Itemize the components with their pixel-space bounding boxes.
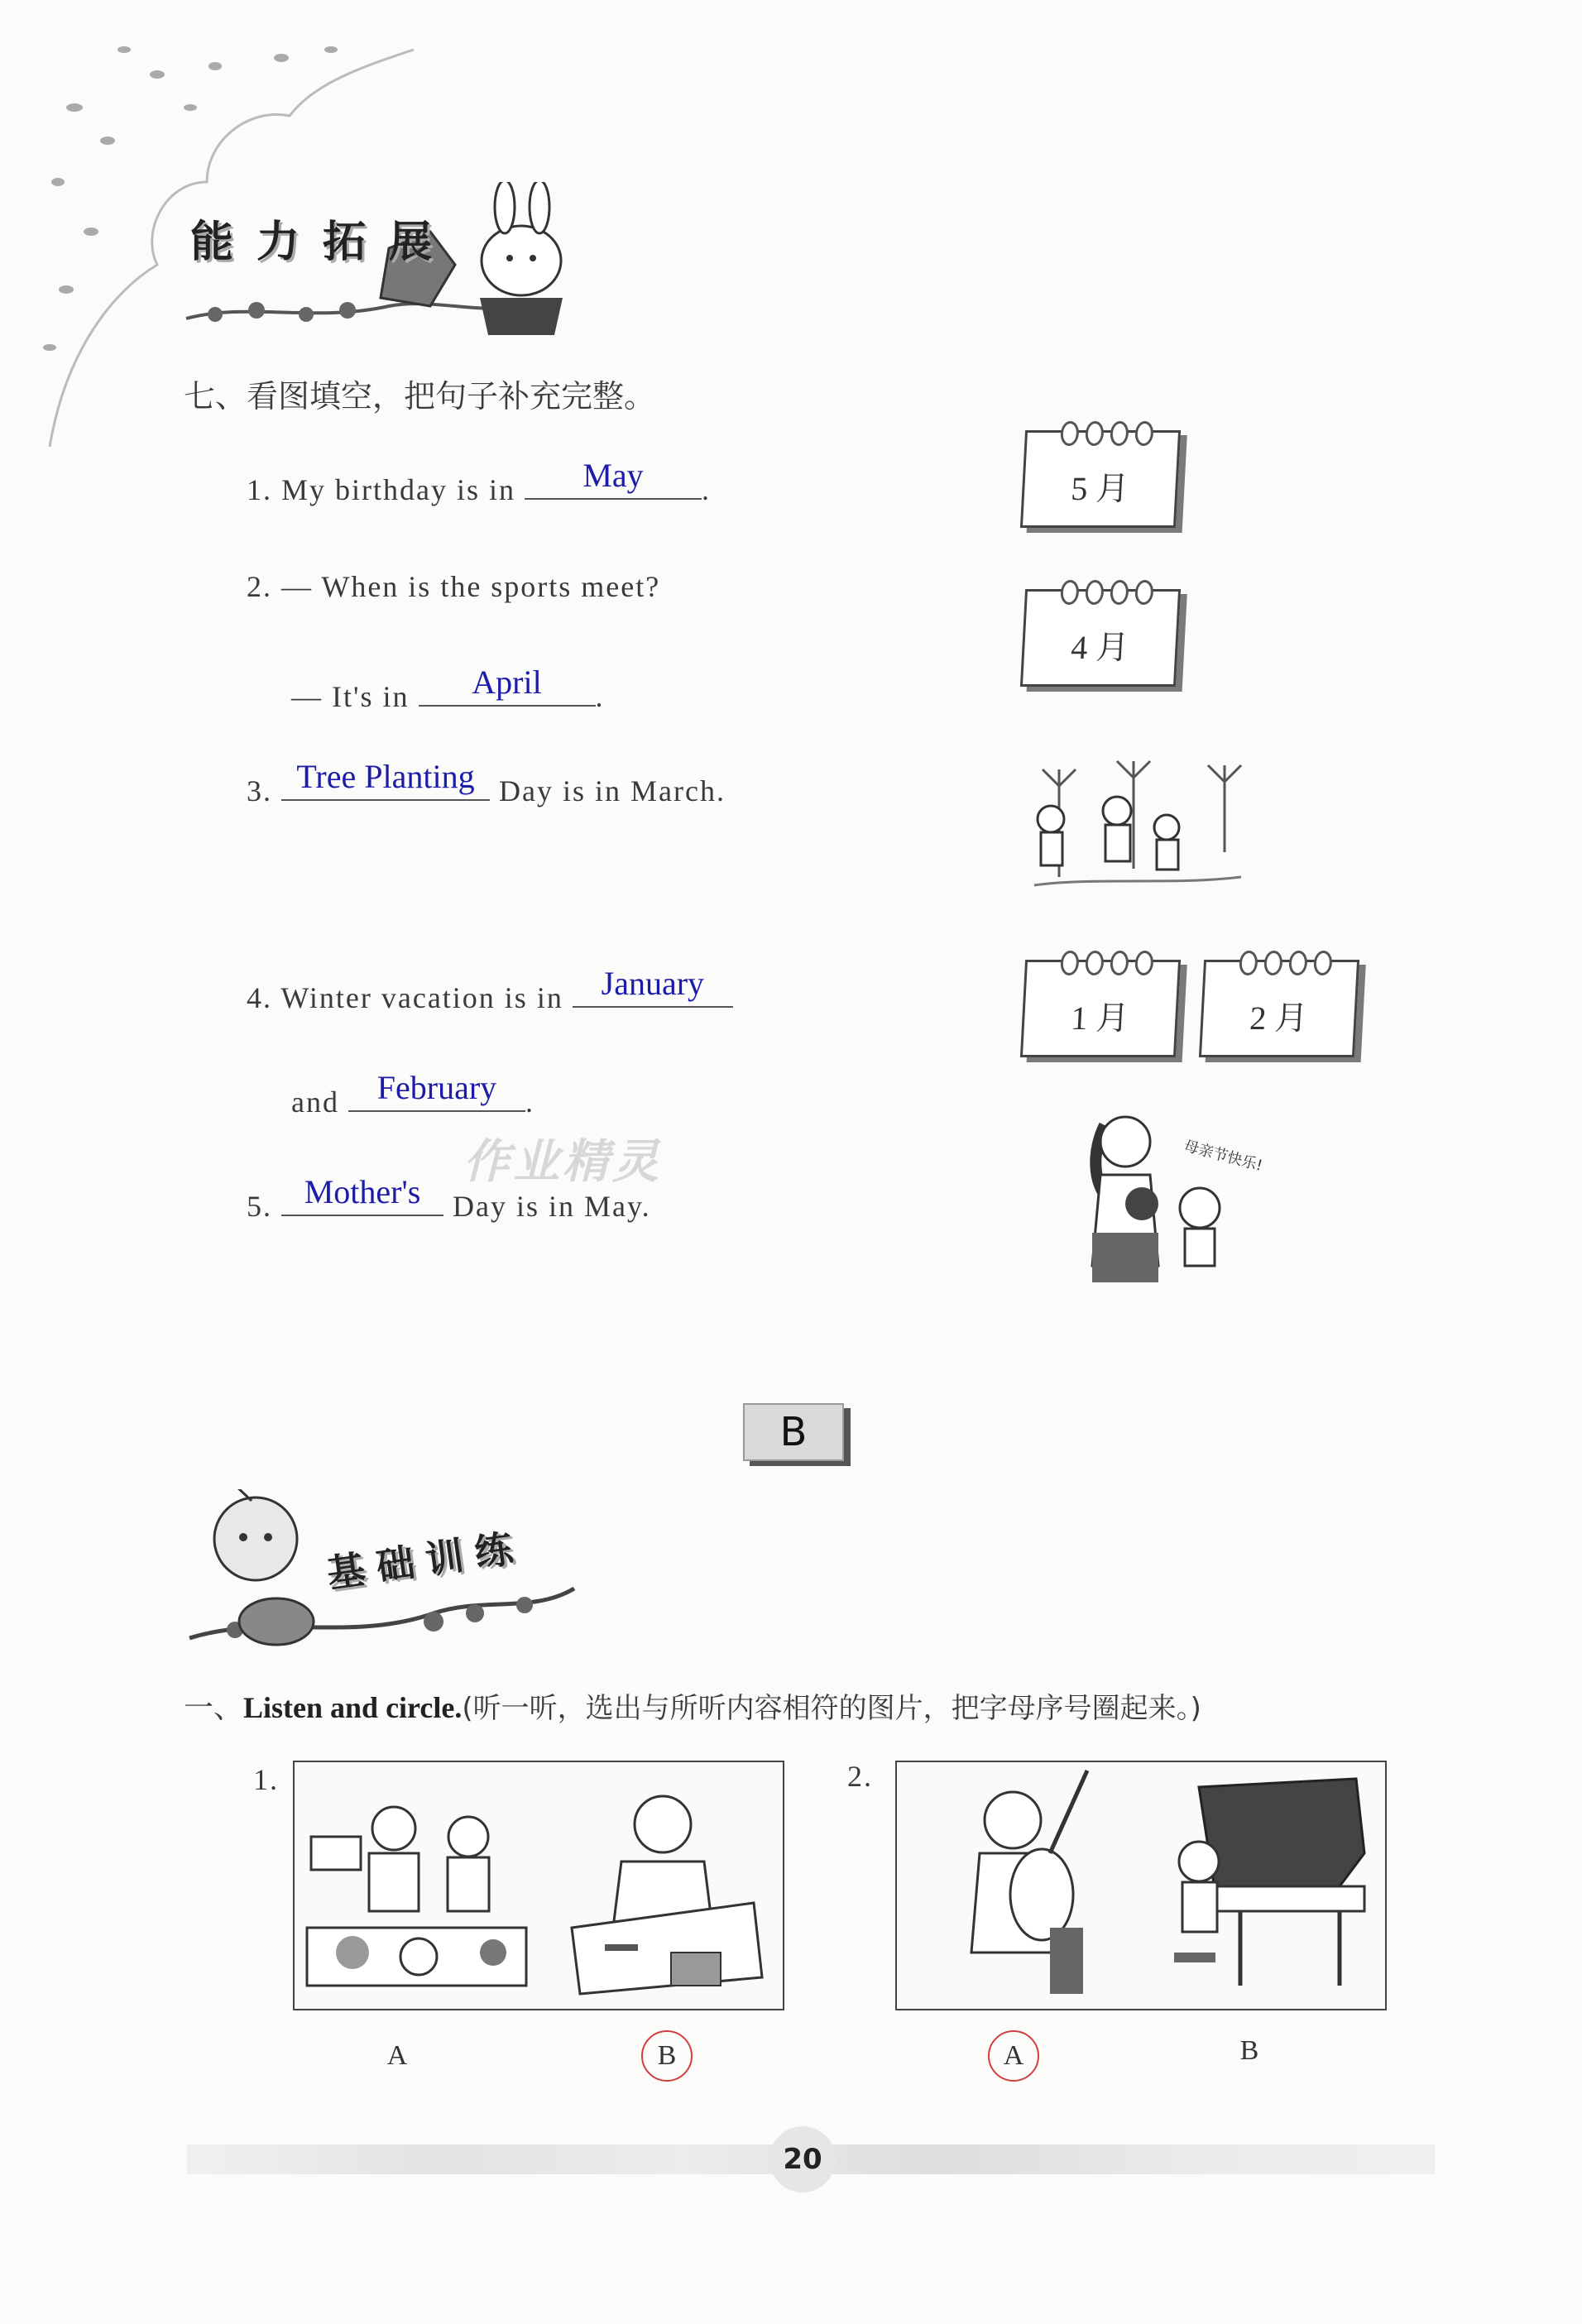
- punctuation: .: [595, 680, 605, 713]
- answer-text: Mother's: [304, 1173, 421, 1210]
- calendar-label: 2 月: [1249, 999, 1309, 1037]
- answer-text: January: [601, 965, 705, 1002]
- question-text: Winter vacation is in: [280, 981, 563, 1014]
- answer-text: Tree Planting: [296, 758, 475, 795]
- item-2-image-frame: [895, 1761, 1387, 2010]
- section-b-label: [743, 1403, 844, 1461]
- question-number: 2.: [247, 570, 272, 603]
- answer-blank-1[interactable]: [573, 965, 733, 1008]
- question-2: [247, 569, 660, 604]
- question-text: Day is in May.: [453, 1190, 651, 1223]
- reply-text: — It's in: [291, 680, 410, 713]
- basic-training-title: [185, 1489, 582, 1655]
- calendar-label: 1 月: [1070, 999, 1130, 1037]
- question-text: — When is the sports meet?: [281, 570, 661, 603]
- punctuation: .: [525, 1085, 535, 1119]
- item-1-label-a[interactable]: A: [386, 2040, 408, 2071]
- question-number: 3.: [247, 774, 272, 807]
- item-2-option-a-image[interactable]: [897, 1762, 1143, 2009]
- section-b-text: B: [779, 1409, 808, 1455]
- section-title-text: 能力拓展: [190, 218, 456, 267]
- question-4-cont: [291, 1069, 535, 1119]
- calendar-may-icon: [1020, 430, 1181, 528]
- cooking-children-icon: [295, 1762, 539, 2009]
- item-2-option-b-image[interactable]: [1141, 1762, 1385, 2009]
- item-1-label-b-circled[interactable]: B: [641, 2030, 693, 2082]
- tree-planting-image: [1026, 753, 1249, 894]
- question-number: 4.: [247, 981, 272, 1014]
- calendar-label: 5 月: [1070, 470, 1130, 507]
- item-2-number: 2.: [847, 1760, 873, 1793]
- instruction-prefix: 一、: [184, 1691, 244, 1725]
- watermark: 作业精灵: [463, 1135, 662, 1189]
- item-1-number: 1.: [253, 1763, 279, 1796]
- answer-blank[interactable]: [419, 664, 596, 707]
- calendar-january-icon: [1020, 960, 1181, 1057]
- answer-blank[interactable]: [281, 1173, 443, 1216]
- calendar-label: 4 月: [1070, 629, 1130, 666]
- answer-blank-2[interactable]: [348, 1069, 525, 1112]
- question-2-reply: [291, 664, 605, 714]
- instruction-chinese: (听一听，选出与所听内容相符的图片，把字母序号圈起来。): [462, 1692, 1201, 1725]
- answer-text: May: [582, 457, 644, 494]
- instruction-english: Listen and circle.: [243, 1691, 463, 1724]
- drawing-boy-icon: [539, 1762, 783, 2009]
- mother-card-text: 母亲节快乐!: [1182, 1137, 1265, 1175]
- punctuation: .: [702, 473, 711, 506]
- answer-blank[interactable]: [525, 457, 702, 500]
- item-1-image-frame: [293, 1761, 784, 2010]
- answer-text: February: [376, 1069, 497, 1106]
- and-text: and: [291, 1085, 339, 1119]
- section-title-ability: [182, 182, 579, 339]
- mothers-day-image: [1076, 1100, 1266, 1291]
- question-3: [247, 758, 726, 808]
- basic-training-text: 基础训练: [324, 1524, 528, 1597]
- page-number: [769, 2126, 836, 2192]
- pipa-girl-icon: [897, 1762, 1141, 2009]
- item-2-label-a-circled[interactable]: A: [988, 2030, 1039, 2082]
- page-number-text: 20: [783, 2143, 822, 2176]
- question-4: [247, 965, 733, 1015]
- answer-text: April: [472, 664, 542, 701]
- item-1-option-a-image[interactable]: [295, 1762, 540, 2009]
- question-1: [247, 457, 711, 507]
- question-text: My birthday is in: [281, 473, 515, 506]
- question-text: Day is in March.: [499, 774, 726, 807]
- exercise1-instruction: [184, 1684, 1201, 1727]
- calendar-february-icon: [1199, 960, 1359, 1057]
- question-number: 5.: [247, 1190, 272, 1223]
- piano-boy-icon: [1141, 1762, 1385, 2009]
- answer-blank[interactable]: [281, 758, 490, 801]
- question-number: 1.: [247, 473, 272, 506]
- exercise7-instruction: 七、看图填空，把句子补充完整。: [184, 378, 656, 414]
- item-2-label-b[interactable]: B: [1239, 2035, 1259, 2066]
- calendar-april-icon: [1020, 589, 1181, 687]
- item-1-option-b-image[interactable]: [539, 1762, 783, 2009]
